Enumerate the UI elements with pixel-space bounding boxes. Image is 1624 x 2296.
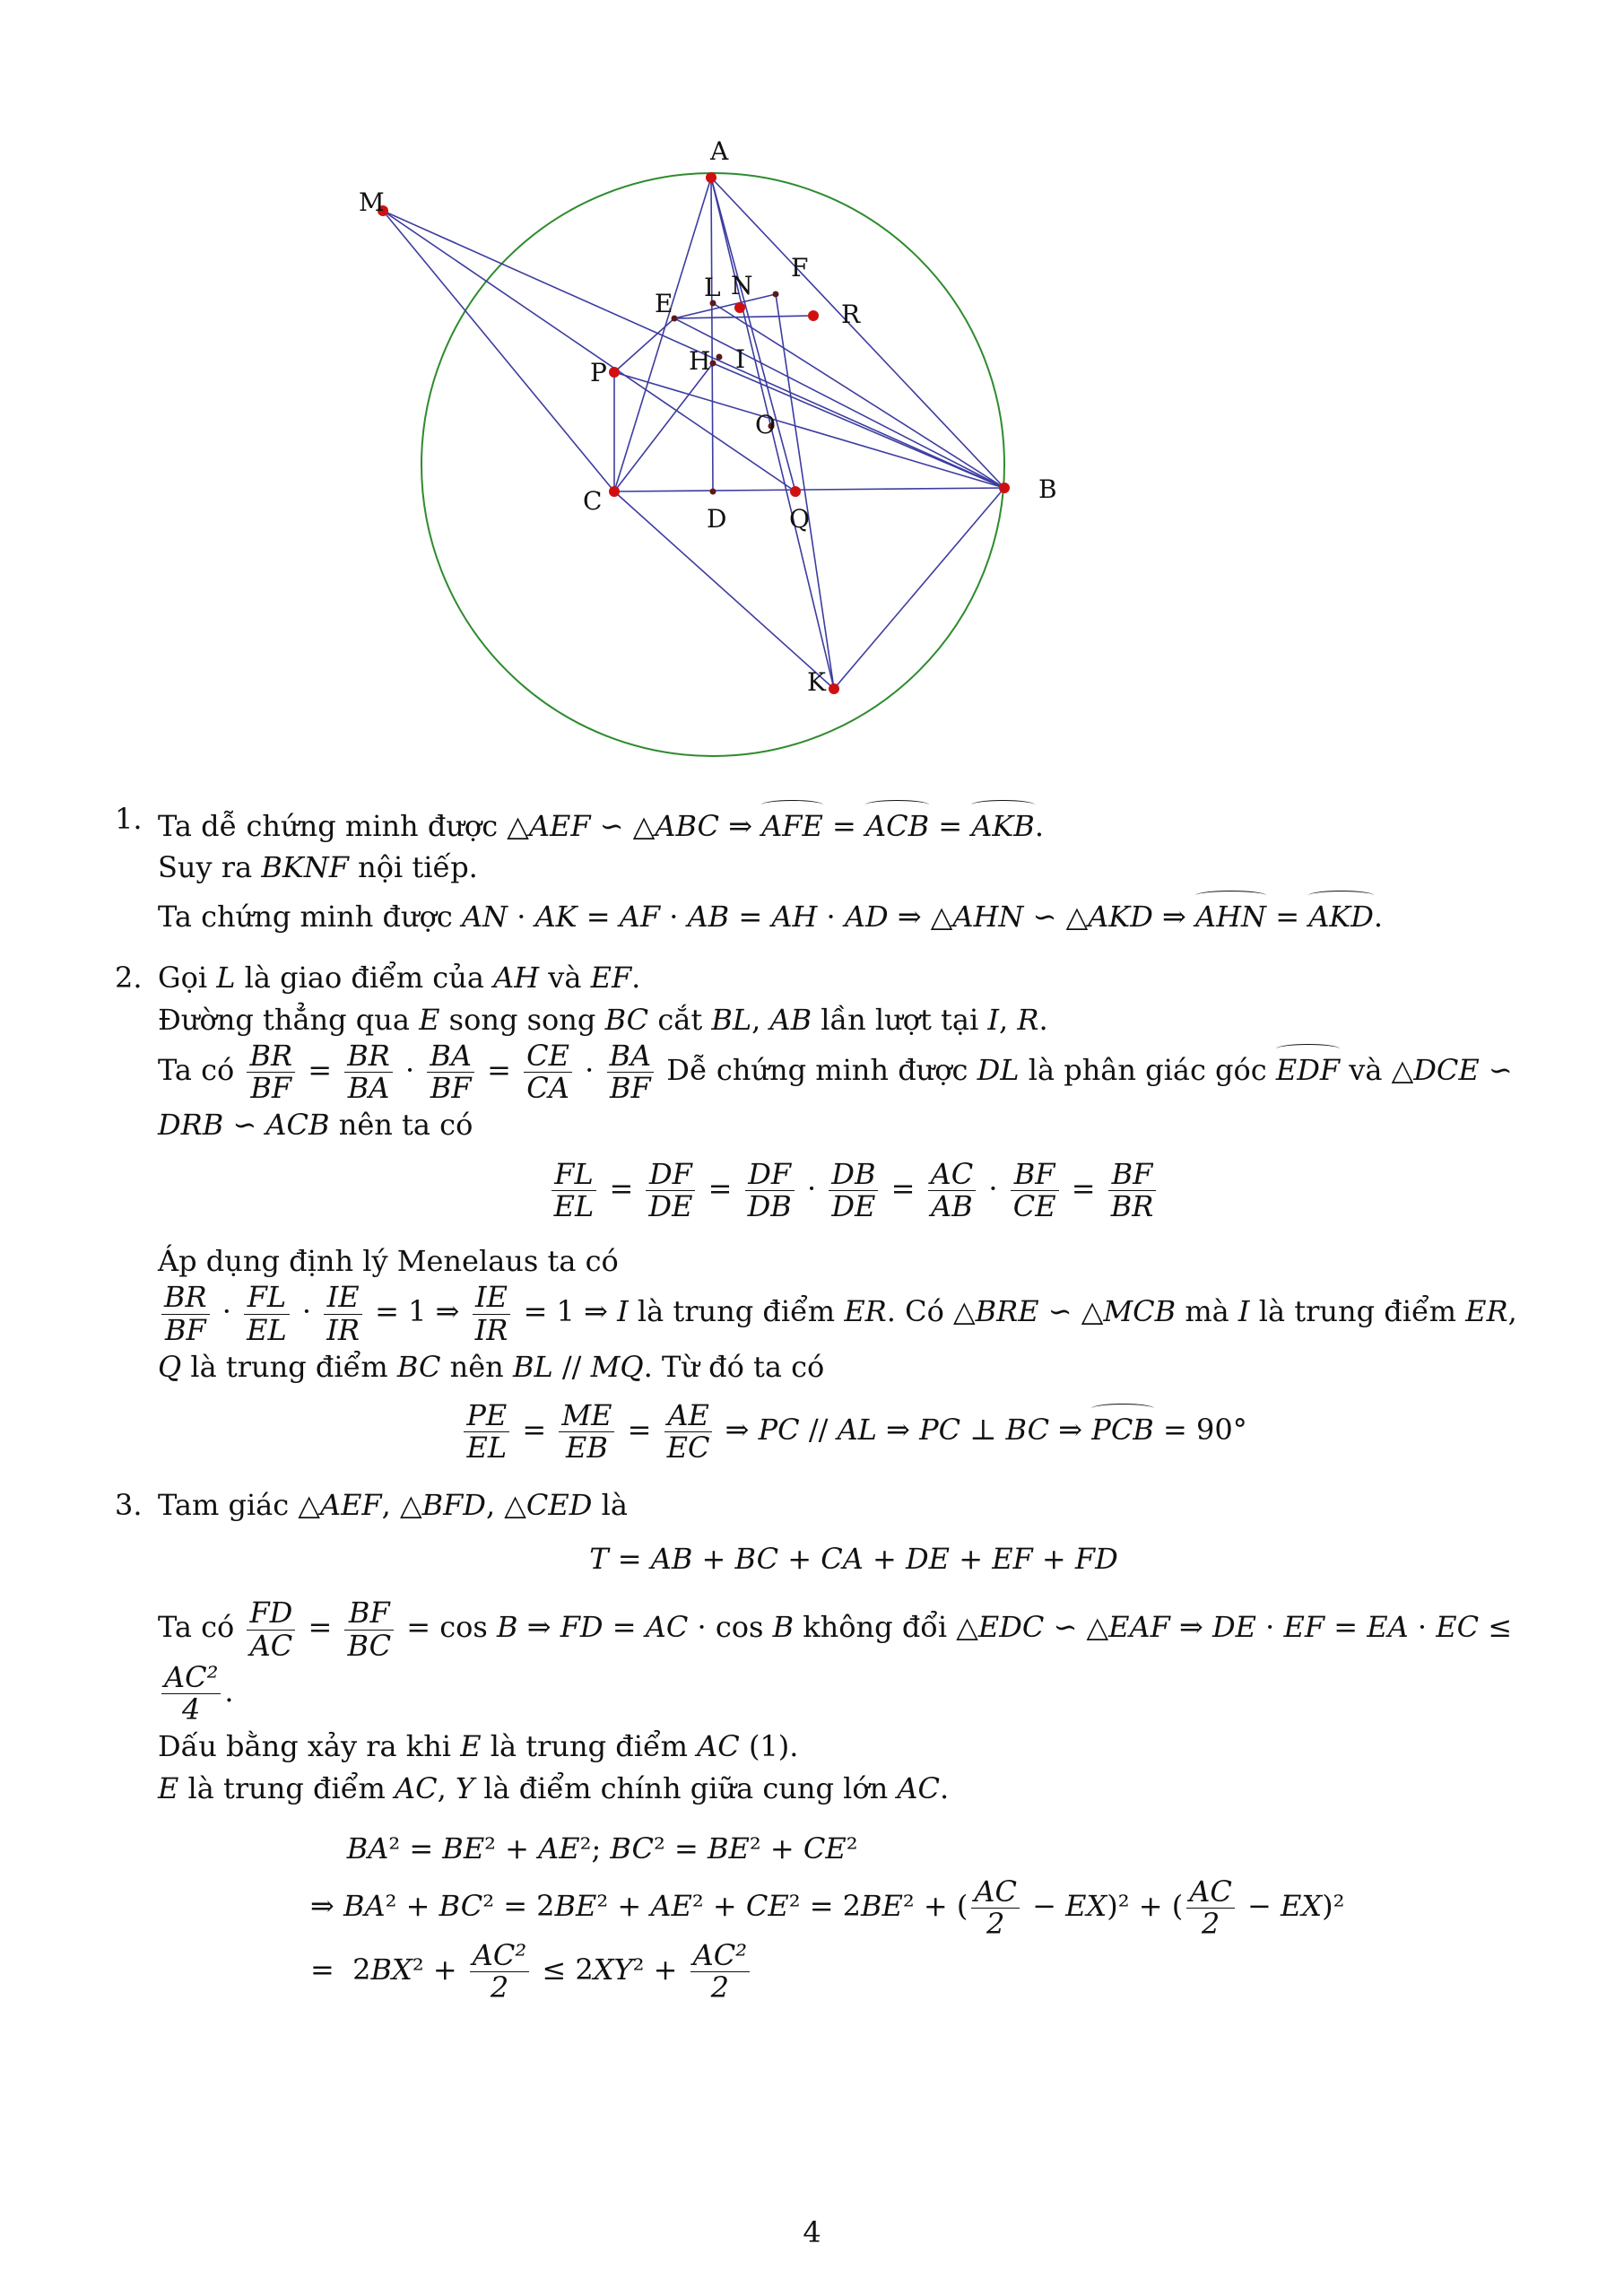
label-N: N <box>731 271 753 300</box>
segment-CB <box>614 488 1004 491</box>
point-N <box>734 302 745 313</box>
solution-content <box>115 798 1550 2023</box>
point-Q <box>790 486 801 497</box>
point-P <box>609 367 620 378</box>
geometry-figure <box>359 136 1166 718</box>
segment-AD <box>711 178 713 491</box>
eq-line-1: BA² = BE² + AE²; BC² = BE² + CE² <box>346 1831 858 1866</box>
item-2-display-1: $\frac{FL}{EL}$ = $\frac{DF}{DE}$ = $\frac{DF}{DB}$ · $\frac{DB}{DE}$ = $\frac{AC}{AB}$ · $\frac{BF}{CE}$ = $\frac{BF}{BR}$ <box>158 1159 1550 1222</box>
point-I <box>716 354 723 361</box>
eq-line-3: = 2BX² + $\frac{\text{AC²}}{2}$ ≤ 2XY² + $\frac{\text{AC²}}{2}$ <box>310 1940 1550 2004</box>
segment-EF <box>674 294 776 318</box>
segment-FK <box>776 294 834 689</box>
label-Q: Q <box>789 504 810 534</box>
item-1-line-1: Ta dễ chứng minh được △AEF ∽ △ABC ⇒ AFE = ACB = AKB. <box>158 798 1550 847</box>
point-R <box>808 310 819 321</box>
label-B: B <box>1038 474 1057 504</box>
label-E: E <box>655 289 673 318</box>
label-D: D <box>707 504 727 534</box>
item-1-line-3: Ta chứng minh được AN · AK = AF · AB = AH · AD ⇒ △AHN ∽ △AKD ⇒ AHN = AKD. <box>158 889 1550 937</box>
label-F: F <box>791 253 809 283</box>
segment-BL <box>713 303 1004 488</box>
item-1-line-2: Suy ra BKNF nội tiếp. <box>158 850 478 885</box>
label-P: P <box>590 358 607 387</box>
segment-CH <box>614 363 713 491</box>
label-C: C <box>583 486 603 516</box>
solution-item-2 <box>115 957 1550 1464</box>
segment-PE <box>614 318 674 372</box>
point-F <box>773 291 779 298</box>
item-number: 1. <box>115 802 143 836</box>
point-K <box>829 683 839 694</box>
item-3-line-1: Tam giác △AEF, △BFD, △CED là <box>158 1487 628 1522</box>
item-3-line-3: Dấu bằng xảy ra khi E là trung điểm AC (1). <box>158 1729 799 1764</box>
item-3-display-1: T = AB + BC + CA + DE + EF + FD <box>589 1542 1118 1577</box>
eq-line-2: ⇒ BA² + BC² = 2BE² + AE² + CE² = 2BE² + ( $\frac{AC}{2}$ − EX)² + ( $\frac{AC}{2}$ − EX)² <box>310 1874 1345 1941</box>
geometry-diagram <box>359 136 1166 718</box>
label-I: I <box>735 344 746 374</box>
item-2-line-1: Gọi L là giao điểm của AH và EF. <box>158 961 641 996</box>
item-2-line-5: $\frac{BR}{BF}$ · $\frac{FL}{EL}$ · $\frac{IE}{IR}$ = 1 ⇒ $\frac{IE}{IR}$ = 1 ⇒ I là trung điểm ER. Có △BRE ∽ △MCB mà I là trung điểm ER, Q là trung điểm BC nên BL // MQ. Từ đó ta có <box>158 1280 1517 1384</box>
item-number: 2. <box>115 961 143 996</box>
point-A <box>706 172 716 183</box>
point-D <box>710 489 716 495</box>
solution-item-3 <box>115 1484 1550 2005</box>
point-B <box>999 483 1010 493</box>
item-number: 3. <box>115 1487 143 1522</box>
segment-AQ <box>711 178 795 491</box>
page-number: 4 <box>803 2215 821 2249</box>
item-2-display-2: $\frac{PE}{EL}$ = $\frac{ME}{EB}$ = $\frac{AE}{EC}$ ⇒ PC // AL ⇒ PC ⊥ BC ⇒ PCB = 90° <box>158 1400 1550 1464</box>
segment-BK <box>834 488 1004 689</box>
segment-PB <box>614 372 1004 488</box>
segment-AB <box>711 178 1004 488</box>
item-3-line-4: E là trung điểm AC, Y là điểm chính giữa cung lớn AC. <box>158 1770 950 1805</box>
label-R: R <box>841 300 861 329</box>
solution-item-1 <box>115 798 1550 937</box>
label-O: O <box>755 410 776 439</box>
label-K: K <box>807 667 826 697</box>
segment-EB <box>674 318 1004 488</box>
item-2-line-4: Áp dụng định lý Menelaus ta có <box>158 1244 619 1279</box>
label-M: M <box>359 187 385 217</box>
item-2-line-3: Ta có $\frac{BR}{BF}$ = $\frac{BR}{BA}$ · $\frac{BA}{BF}$ = $\frac{CE}{CA}$ · $\frac{BA}{BF}$ Dễ chứng minh được DL là phân giác góc EDF và △DCE ∽ DRB ∽ ACB nên ta có <box>158 1038 1513 1143</box>
segment-AC <box>614 178 711 491</box>
item-3-aligned-equations <box>310 1822 1550 2005</box>
item-2-line-2: Đường thẳng qua E song song BC cắt BL, AB lần lượt tại I, R. <box>158 1002 1048 1037</box>
label-H: H <box>689 346 711 376</box>
label-A: A <box>710 136 729 166</box>
item-3-line-2: Ta có $\frac{FD}{AC}$ = $\frac{BF}{BC}$ = cos B ⇒ FD = AC · cos B không đổi △EDC ∽ △EAF ⇒ DE · EF = EA · EC ≤ $\frac{\text{AC²}}{4}$ . <box>158 1596 1513 1726</box>
label-L: L <box>704 273 721 302</box>
point-C <box>609 486 620 497</box>
point-H <box>710 361 716 367</box>
segment-MC <box>383 211 614 491</box>
